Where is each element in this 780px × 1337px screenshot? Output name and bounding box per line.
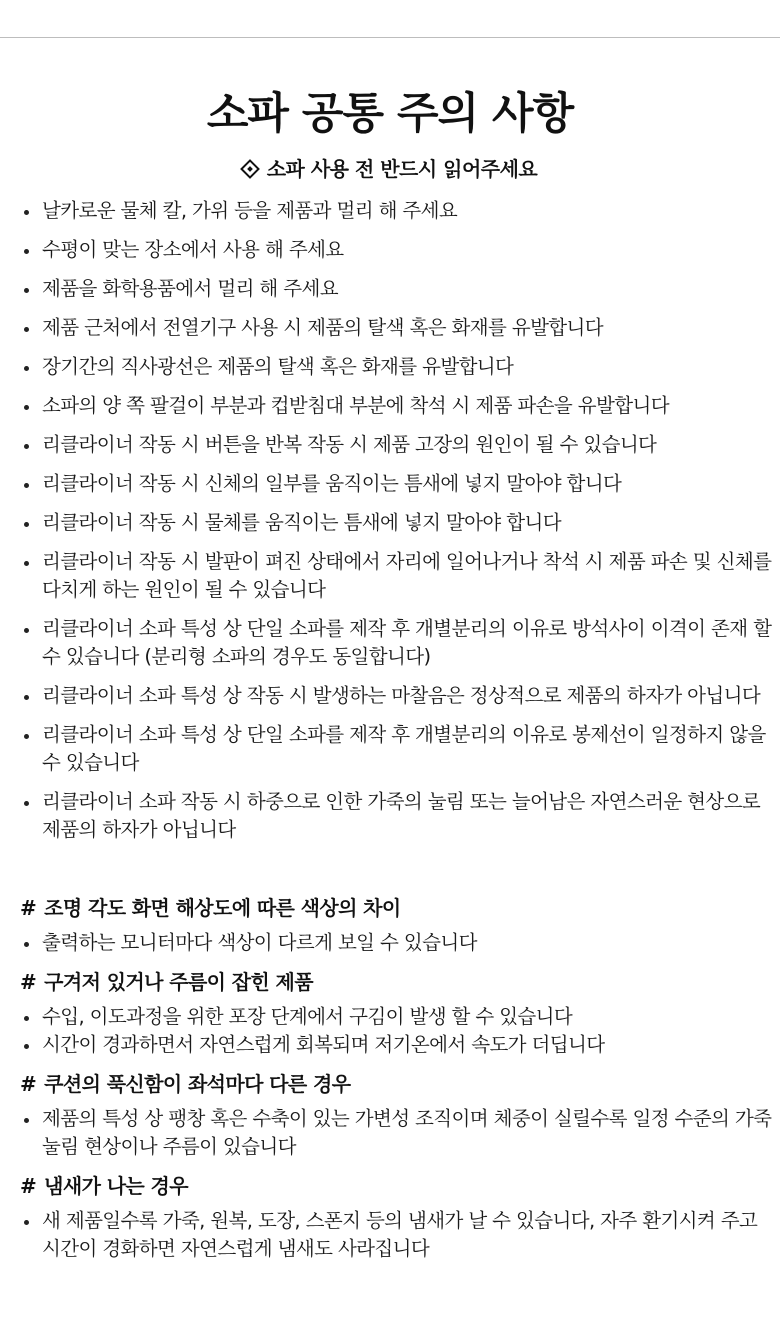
caution-item: 리클라이너 작동 시 발판이 펴진 상태에서 자리에 일어나거나 착석 시 제품 파손 및 신체를 다치게 하는 원인이 될 수 있습니다 xyxy=(0,548,780,604)
section-list-color xyxy=(0,929,780,957)
section-heading-text: 구겨저 있거나 주름이 잡힌 제품 xyxy=(44,970,313,994)
hash-mark: # xyxy=(20,1174,37,1198)
section-heading-text: 쿠션의 푹신함이 좌석마다 다른 경우 xyxy=(44,1072,351,1096)
caution-item: 리클라이너 소파 특성 상 단일 소파를 제작 후 개별분리의 이유로 봉제선이 일정하지 않을 수 있습니다 xyxy=(0,721,780,777)
caution-list xyxy=(0,197,780,855)
caution-item: 리클라이너 소파 특성 상 단일 소파를 제작 후 개별분리의 이유로 방석사이 이격이 존재 할 수 있습니다 (분리형 소파의 경우도 동일합니다) xyxy=(0,615,780,671)
section-list-odor xyxy=(0,1207,780,1263)
caution-item: 리클라이너 작동 시 버튼을 반복 작동 시 제품 고장의 원인이 될 수 있습니다 xyxy=(0,431,780,459)
top-divider xyxy=(0,37,780,38)
caution-item: 리클라이너 소파 특성 상 작동 시 발생하는 마찰음은 정상적으로 제품의 하자가 아닙니다 xyxy=(0,682,780,710)
hash-mark: # xyxy=(20,970,37,994)
caution-item: 리클라이너 작동 시 신체의 일부를 움직이는 틈새에 넣지 말아야 합니다 xyxy=(0,470,780,498)
section-item: 출력하는 모니터마다 색상이 다르게 보일 수 있습니다 xyxy=(0,929,780,957)
section-item: 시간이 경과하면서 자연스럽게 회복되며 저기온에서 속도가 더딥니다 xyxy=(0,1031,780,1059)
section-heading-wrinkles xyxy=(0,967,780,997)
hash-mark: # xyxy=(20,1072,37,1096)
caution-item: 날카로운 물체 칼, 가위 등을 제품과 멀리 해 주세요 xyxy=(0,197,780,225)
subtitle xyxy=(0,154,780,184)
info-sections xyxy=(0,893,780,1273)
caution-item: 제품 근처에서 전열기구 사용 시 제품의 탈색 혹은 화재를 유발합니다 xyxy=(0,314,780,342)
section-heading-text: 냄새가 나는 경우 xyxy=(44,1174,188,1198)
subtitle-text: 소파 사용 전 반드시 읽어주세요 xyxy=(266,157,538,181)
caution-item: 수평이 맞는 장소에서 사용 해 주세요 xyxy=(0,236,780,264)
section-list-wrinkles xyxy=(0,1003,780,1059)
section-item: 수입, 이도과정을 위한 포장 단계에서 구김이 발생 할 수 있습니다 xyxy=(0,1003,780,1031)
section-list-cushion xyxy=(0,1105,780,1161)
caution-item: 리클라이너 작동 시 물체를 움직이는 틈새에 넣지 말아야 합니다 xyxy=(0,509,780,537)
section-heading-odor xyxy=(0,1171,780,1201)
page-title: 소파 공통 주의 사항 xyxy=(206,89,574,139)
caution-item: 장기간의 직사광선은 제품의 탈색 혹은 화재를 유발합니다 xyxy=(0,353,780,381)
caution-item: 리클라이너 소파 작동 시 하중으로 인한 가죽의 눌림 또는 늘어남은 자연스러운 현상으로 제품의 하자가 아닙니다 xyxy=(0,788,780,844)
section-heading-text: 조명 각도 화면 해상도에 따른 색상의 차이 xyxy=(44,896,401,920)
section-heading-color xyxy=(0,893,780,923)
caution-item: 소파의 양 쪽 팔걸이 부분과 컵받침대 부분에 착석 시 제품 파손을 유발합니다 xyxy=(0,392,780,420)
section-item: 제품의 특성 상 팽창 혹은 수축이 있는 가변성 조직이며 체중이 실릴수록 일정 수준의 가죽눌림 현상이나 주름이 있습니다 xyxy=(0,1105,780,1161)
caution-item: 제품을 화학용품에서 멀리 해 주세요 xyxy=(0,275,780,303)
diamond-bullet-icon xyxy=(240,159,260,179)
hash-mark: # xyxy=(20,896,37,920)
section-item: 새 제품일수록 가죽, 원복, 도장, 스폰지 등의 냄새가 날 수 있습니다, 자주 환기시켜 주고 시간이 경화하면 자연스럽게 냄새도 사라집니다 xyxy=(0,1207,780,1263)
section-heading-cushion xyxy=(0,1069,780,1099)
